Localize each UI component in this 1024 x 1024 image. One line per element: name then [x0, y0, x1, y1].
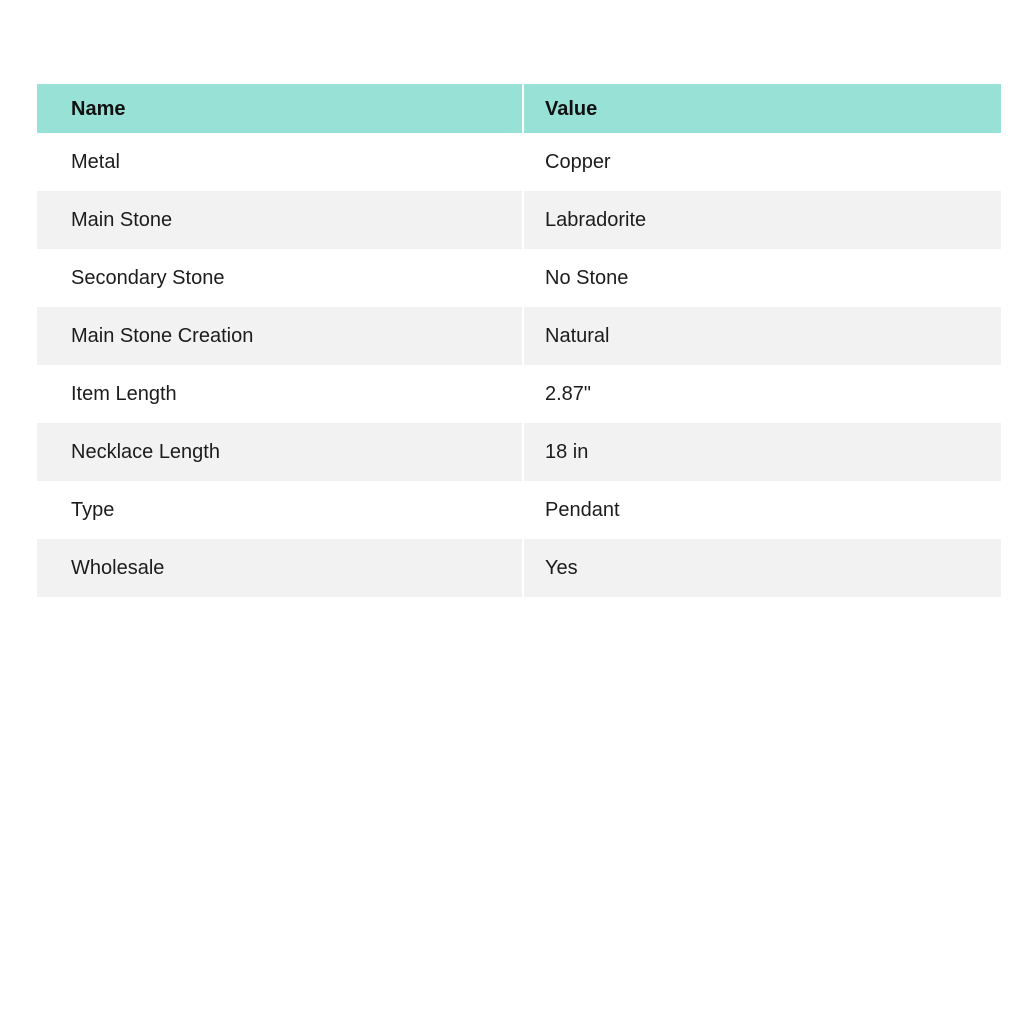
attribute-value-cell: 2.87" — [545, 383, 592, 405]
attribute-value-cell: Copper — [545, 151, 611, 173]
attribute-name-cell: Metal — [37, 133, 524, 191]
attribute-name-cell: Necklace Length — [37, 423, 524, 481]
attribute-value-cell: 18 in — [545, 441, 589, 463]
table-row — [37, 307, 1001, 365]
attribute-name-cell: Item Length — [37, 365, 524, 423]
attribute-value-cell: Natural — [545, 325, 610, 347]
attribute-name-cell: Wholesale — [37, 539, 524, 597]
product-attributes-table — [37, 84, 1001, 597]
attribute-name-cell: Type — [37, 481, 524, 539]
attribute-value-cell: Pendant — [545, 499, 620, 521]
table-row — [37, 423, 1001, 481]
attribute-value-cell: No Stone — [545, 267, 629, 289]
table-body — [37, 133, 1001, 597]
column-header-name: Name — [37, 84, 524, 133]
table-row — [37, 481, 1001, 539]
column-header-value: Value — [545, 97, 598, 120]
attribute-name-cell: Main Stone — [37, 191, 524, 249]
table-row — [37, 365, 1001, 423]
table-header-row — [37, 84, 1001, 133]
attribute-name-cell: Main Stone Creation — [37, 307, 524, 365]
table-row — [37, 191, 1001, 249]
attribute-value-cell: Yes — [545, 557, 578, 579]
table-row — [37, 133, 1001, 191]
table-row — [37, 539, 1001, 597]
attribute-name-cell: Secondary Stone — [37, 249, 524, 307]
table-row — [37, 249, 1001, 307]
attribute-value-cell: Labradorite — [545, 209, 647, 231]
